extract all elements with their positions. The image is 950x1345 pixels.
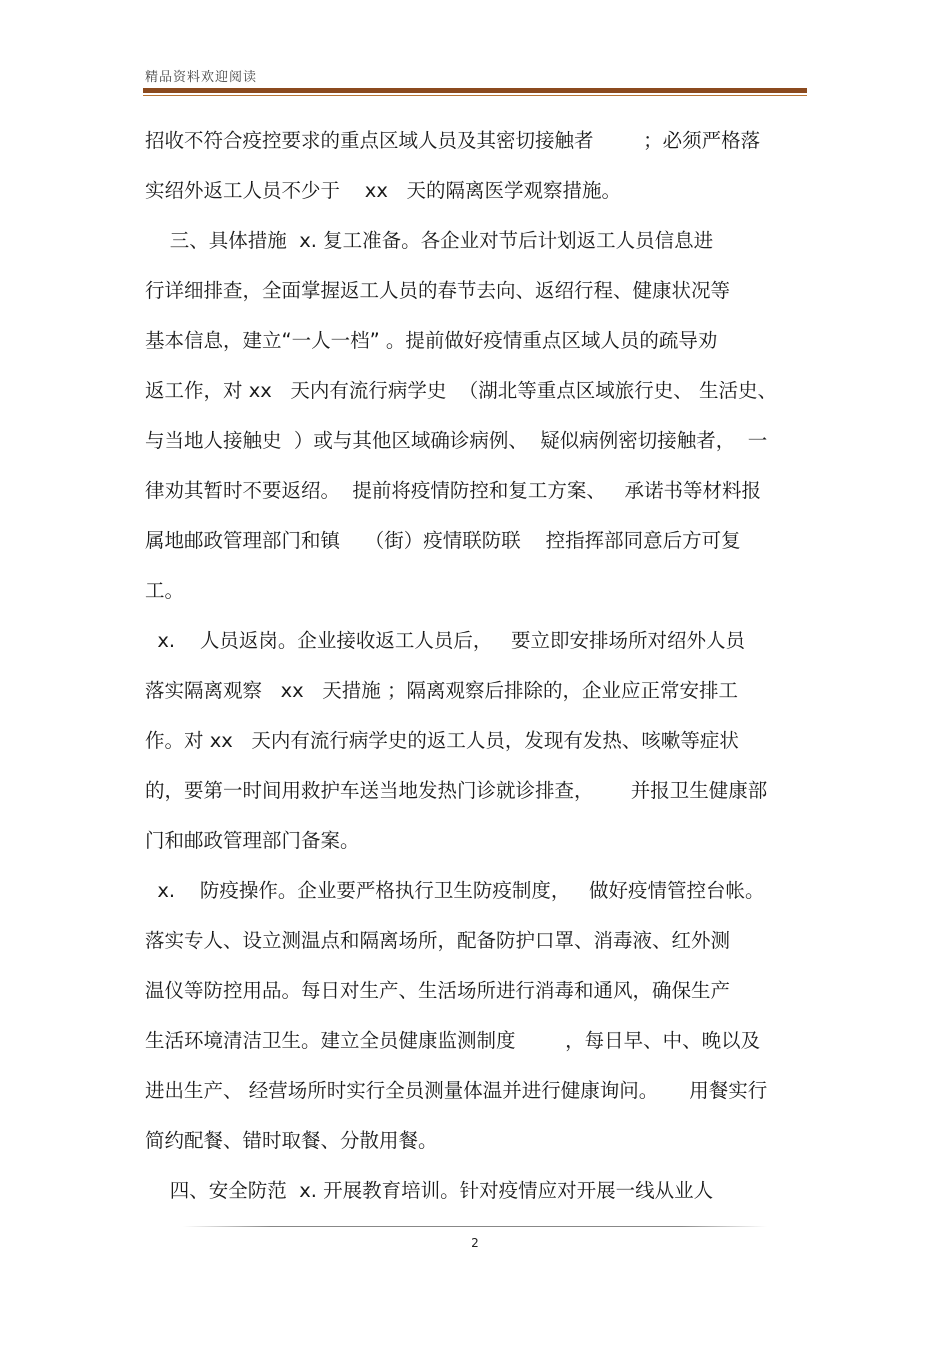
text-line: 返工作，对 xx 天内有流行病学史 （湖北等重点区域旅行史、 生活史、 xyxy=(145,379,777,402)
header-rule xyxy=(143,88,807,96)
text-line: 简约配餐、错时取餐、分散用餐。 xyxy=(145,1129,438,1152)
footer-rule xyxy=(183,1226,767,1227)
text-line: 温仪等防控用品。每日对生产、生活场所进行消毒和通风，确保生产 xyxy=(145,979,731,1002)
text-line: 生活环境清洁卫生。建立全员健康监测制度 ，每日早、中、晚以及 xyxy=(145,1029,761,1052)
text-line: 作。对 xx 天内有流行病学史的返工人员，发现有发热、咳嗽等症状 xyxy=(145,729,739,752)
text-line: 实绍外返工人员不少于 xx 天的隔离医学观察措施。 xyxy=(145,179,621,202)
text-line: 三、具体措施 x. 复工准备。各企业对节后计划返工人员信息进 xyxy=(145,229,714,252)
text-line: 基本信息，建立“一人一档” 。提前做好疫情重点区域人员的疏导劝 xyxy=(145,329,718,352)
text-line: x. 人员返岗。企业接收返工人员后， 要立即安排场所对绍外人员 xyxy=(145,629,746,652)
text-line: 招收不符合疫控要求的重点区域人员及其密切接触者 ；必须严格落 xyxy=(145,129,761,152)
text-line: 四、安全防范 x. 开展教育培训。针对疫情应对开展一线从业人 xyxy=(145,1179,714,1202)
text-line: 门和邮政管理部门备案。 xyxy=(145,829,360,852)
text-line: 属地邮政管理部门和镇 （街）疫情联防联 控指挥部同意后方可复 xyxy=(145,529,741,552)
text-line: 进出生产、 经营场所时实行全员测量体温并进行健康询问。 用餐实行 xyxy=(145,1079,768,1102)
text-line: 落实隔离观察 xx 天措施 ；隔离观察后排除的，企业应正常安排工 xyxy=(145,679,738,702)
text-line: 的，要第一时间用救护车送当地发热门诊就诊排查， 并报卫生健康部 xyxy=(145,779,768,802)
text-line: 工。 xyxy=(145,579,185,602)
text-line: x. 防疫操作。企业要严格执行卫生防疫制度， 做好疫情管控台帐。 xyxy=(145,879,765,902)
text-line: 与当地人接触史 ）或与其他区域确诊病例、 疑似病例密切接触者， 一 xyxy=(145,429,768,452)
header-text: 精品资料欢迎阅读 xyxy=(145,70,258,85)
page-number: 2 xyxy=(471,1236,479,1250)
text-line: 落实专人、设立测温点和隔离场所，配备防护口罩、消毒液、红外测 xyxy=(145,929,731,952)
text-line: 律劝其暂时不要返绍。 提前将疫情防控和复工方案、 承诺书等材料报 xyxy=(145,479,761,502)
text-line: 行详细排查，全面掌握返工人员的春节去向、返绍行程、健康状况等 xyxy=(145,279,731,302)
